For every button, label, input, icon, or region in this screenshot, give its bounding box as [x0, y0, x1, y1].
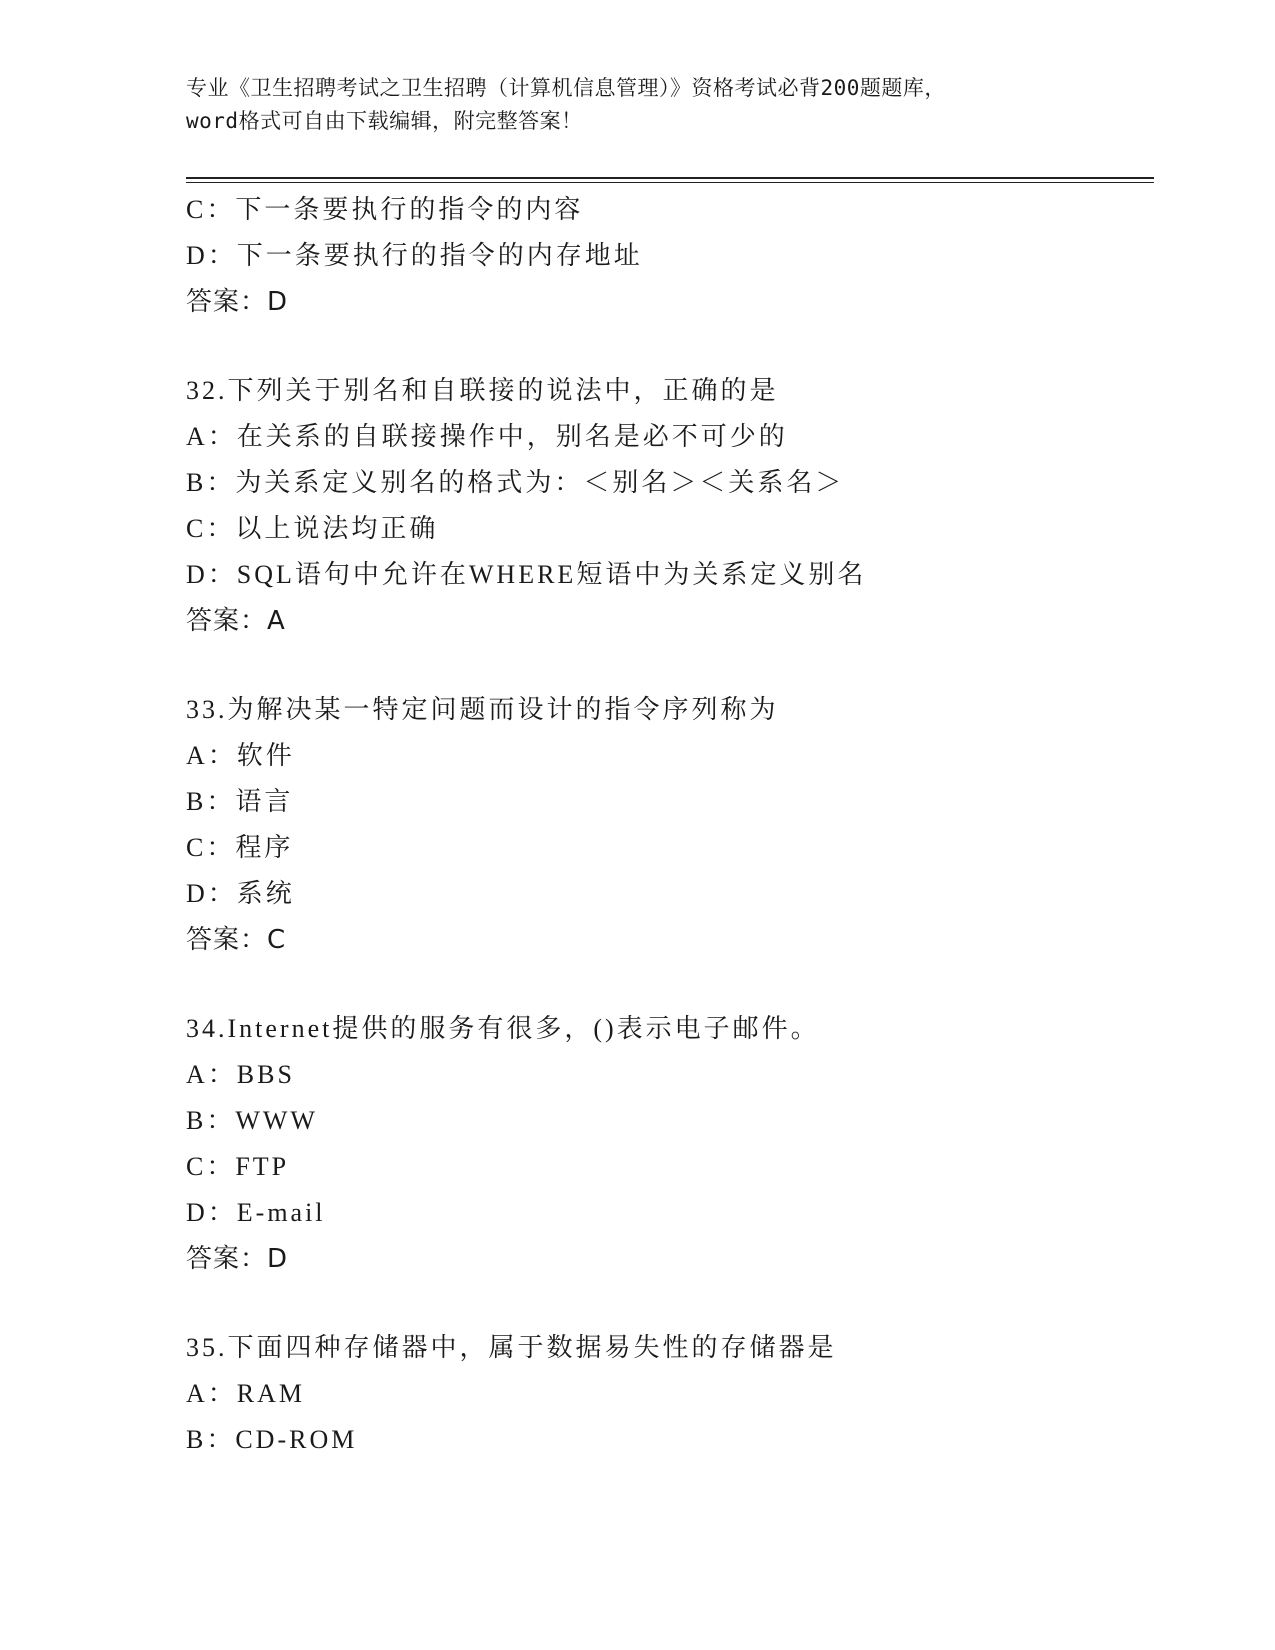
option-d: D：系统: [186, 879, 295, 908]
option-d: D：下一条要执行的指令的内存地址: [186, 241, 643, 270]
spacer: [186, 325, 1146, 368]
option-c: C：以上说法均正确: [186, 514, 439, 543]
question-31-block: [186, 187, 1146, 325]
spacer: [186, 644, 1146, 687]
question-34-block: [186, 1006, 1146, 1282]
answer-label: 答案：D: [186, 1244, 289, 1274]
question-list: [186, 187, 1146, 1463]
header-divider-thick: [186, 177, 1154, 179]
option-c: C：下一条要执行的指令的内容: [186, 195, 584, 224]
spacer: [186, 963, 1146, 1006]
option-b: B：语言: [186, 787, 294, 816]
option-c: C：FTP: [186, 1152, 290, 1181]
question-text: 34.Internet提供的服务有很多，()表示电子邮件。: [186, 1014, 820, 1043]
option-b: B：为关系定义别名的格式为：＜别名＞＜关系名＞: [186, 468, 845, 497]
question-35-block: [186, 1325, 1146, 1463]
spacer: [186, 1282, 1146, 1325]
option-a: A：RAM: [186, 1379, 306, 1408]
option-d: D：E-mail: [186, 1198, 326, 1227]
answer-label: 答案：A: [186, 606, 286, 636]
question-text: 32.下列关于别名和自联接的说法中，正确的是: [186, 376, 779, 405]
question-32-block: [186, 368, 1146, 644]
header-divider-thin: [186, 182, 1154, 183]
question-33-block: [186, 687, 1146, 963]
option-c: C：程序: [186, 833, 294, 862]
question-text: 33.为解决某一特定问题而设计的指令序列称为: [186, 695, 779, 724]
option-a: A：BBS: [186, 1060, 295, 1089]
question-text: 35.下面四种存储器中，属于数据易失性的存储器是: [186, 1333, 837, 1362]
answer-label: 答案：D: [186, 287, 289, 317]
answer-label: 答案：C: [186, 925, 287, 955]
option-a: A：在关系的自联接操作中，别名是必不可少的: [186, 422, 788, 451]
option-a: A：软件: [186, 741, 295, 770]
header-title-line-2: word格式可自由下载编辑，附完整答案！: [186, 109, 583, 133]
option-b: B：CD-ROM: [186, 1425, 358, 1454]
header-title-line-1: 专业《卫生招聘考试之卫生招聘（计算机信息管理）》资格考试必背200题题库，: [186, 76, 946, 100]
document-header: [186, 72, 1086, 138]
option-d: D：SQL语句中允许在WHERE短语中为关系定义别名: [186, 560, 867, 589]
option-b: B：WWW: [186, 1106, 318, 1135]
